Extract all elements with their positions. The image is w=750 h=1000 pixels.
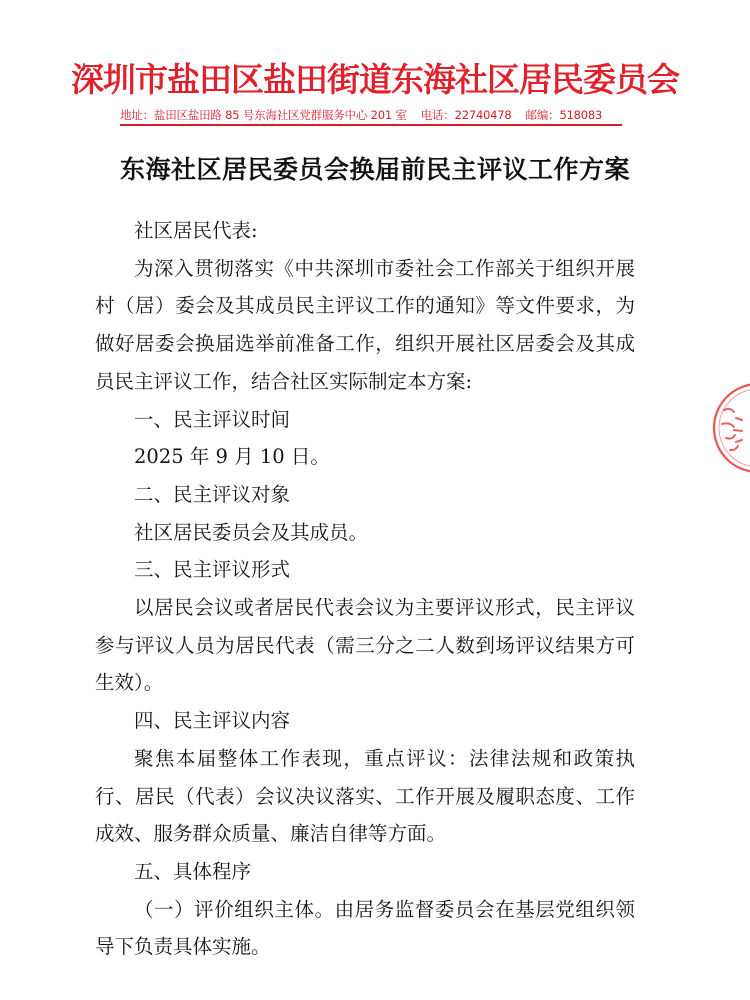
address-text: 地址：盐田区盐田路 85 号东海社区党群服务中心 201 室	[120, 108, 407, 122]
section-heading-2: 二、民主评议对象	[134, 482, 291, 506]
section-text-3: 以居民会议或者居民代表会议为主要评议形式，民主评议参与评议人员为居民代表（需三分之二人数到场评议结果方可生效）。	[95, 596, 635, 695]
letterhead-title: 深圳市盐田区盐田街道东海社区居民委员会	[71, 60, 679, 99]
section-heading-1: 一、民主评议时间	[134, 407, 291, 431]
section-text-4: 聚焦本届整体工作表现，重点评议：法律法规和政策执行、居民（代表）会议决议落实、工作开展及履职态度、工作成效、服务群众质量、廉洁自律等方面。	[95, 746, 635, 846]
salutation: 社区居民代表:	[134, 219, 258, 242]
letterhead-divider	[120, 124, 622, 126]
phone-text: 电话：22740478	[420, 108, 512, 122]
official-seal-icon	[706, 380, 750, 476]
letterhead-address-line	[120, 107, 622, 123]
section-heading-4: 四、民主评议内容	[134, 709, 291, 733]
intro-paragraph: 为深入贯彻落实《中共深圳市委社会工作部关于组织开展村（居）委会及其成员民主评议工作的通知》等文件要求，为做好居委会换届选举前准备工作，组织开展社区居委会及其成员民主评议工作，结合社区实际制定本方案:	[95, 256, 635, 393]
section-heading-5: 五、具体程序	[134, 859, 252, 883]
document-body	[95, 212, 635, 966]
postcode-text: 邮编：518083	[525, 108, 603, 122]
section-text-5: （一）评价组织主体。由居务监督委员会在基层党组织领导下负责具体实施。	[95, 897, 635, 959]
section-text-2: 社区居民委员会及其成员。	[134, 520, 369, 544]
section-text-1: 2025 年 9 月 10 日。	[134, 445, 330, 469]
section-heading-3: 三、民主评议形式	[134, 558, 291, 582]
document-title: 东海社区居民委员会换届前民主评议工作方案	[119, 155, 630, 184]
